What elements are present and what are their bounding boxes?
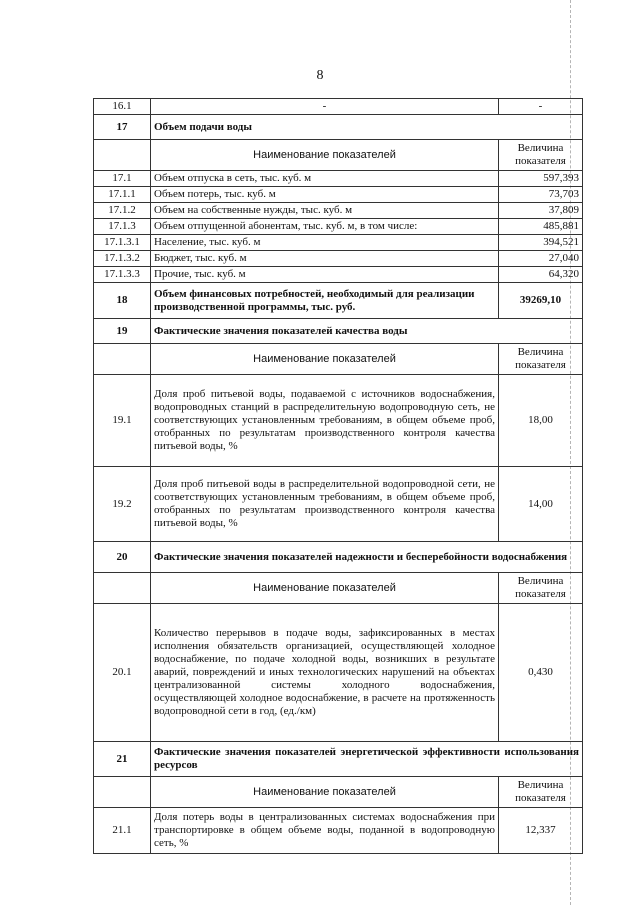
section-value: 39269,10 — [499, 283, 583, 319]
header-row — [94, 777, 583, 808]
row-value: 18,00 — [499, 375, 583, 467]
row-number: 17.1.1 — [94, 187, 151, 203]
row-number: 17.1.3.2 — [94, 251, 151, 267]
column-header-value: Величина показателя — [499, 140, 583, 171]
row-value: 64,320 — [499, 267, 583, 283]
row-description: Население, тыс. куб. м — [151, 235, 499, 251]
section-title: Фактические значения показателей энергетической эффективности использования ресурсов — [151, 742, 583, 777]
row-number: 19.2 — [94, 467, 151, 542]
table-row — [94, 604, 583, 742]
row-number: 17.1 — [94, 171, 151, 187]
section-row — [94, 742, 583, 777]
row-description: Объем потерь, тыс. куб. м — [151, 187, 499, 203]
row-value: 394,521 — [499, 235, 583, 251]
row-number: 17.1.3 — [94, 219, 151, 235]
column-header-value: Величина показателя — [499, 573, 583, 604]
row-value: 27,040 — [499, 251, 583, 267]
row-description: Бюджет, тыс. куб. м — [151, 251, 499, 267]
row-description: Объем на собственные нужды, тыс. куб. м — [151, 203, 499, 219]
row-description: Доля проб питьевой воды, подаваемой с источников водоснабжения, водопроводных станций в распределительную водопроводную сеть, не соответствующих установленным требованиям, в общем объеме проб, отобранных по результатам производственного контроля качества питьевой воды, % — [151, 375, 499, 467]
column-header-name: Наименование показателей — [151, 573, 499, 604]
section-row — [94, 283, 583, 319]
header-row — [94, 344, 583, 375]
section-title: Объем подачи воды — [151, 115, 583, 140]
section-row — [94, 319, 583, 344]
column-header-name: Наименование показателей — [151, 777, 499, 808]
table-row — [94, 375, 583, 467]
page-number: 8 — [316, 68, 324, 83]
row-value: 0,430 — [499, 604, 583, 742]
table-row — [94, 99, 583, 115]
indicators-table — [93, 98, 583, 854]
header-row — [94, 140, 583, 171]
column-header-name: Наименование показателей — [151, 140, 499, 171]
table-row — [94, 467, 583, 542]
row-description: Доля потерь воды в централизованных системах водоснабжения при транспортировке в общем объеме воды, поданной в водопроводную сеть, % — [151, 808, 499, 854]
row-value: 12,337 — [499, 808, 583, 854]
row-value: 485,881 — [499, 219, 583, 235]
table-row — [94, 171, 583, 187]
section-number: 21 — [94, 742, 151, 777]
section-number: 18 — [94, 283, 151, 319]
row-number: 17.1.3.3 — [94, 267, 151, 283]
table-row — [94, 219, 583, 235]
section-title: Фактические значения показателей надежности и бесперебойности водоснабжения — [151, 542, 583, 573]
row-number: 16.1 — [94, 99, 151, 115]
row-description: Объем отпуска в сеть, тыс. куб. м — [151, 171, 499, 187]
section-number: 19 — [94, 319, 151, 344]
row-description: Доля проб питьевой воды в распределительной водопроводной сети, не соответствующих установленным требованиям, в общем объеме проб, отобранных по результатам производственного контроля качества питьевой воды, % — [151, 467, 499, 542]
table-row — [94, 251, 583, 267]
column-header-value: Величина показателя — [499, 344, 583, 375]
section-number: 17 — [94, 115, 151, 140]
row-number: 19.1 — [94, 375, 151, 467]
table-row — [94, 203, 583, 219]
table-row — [94, 235, 583, 251]
section-title: Объем финансовых потребностей, необходимый для реализации производственной программы, тыс. руб. — [151, 283, 499, 319]
row-number: 20.1 — [94, 604, 151, 742]
section-number: 20 — [94, 542, 151, 573]
row-number: 21.1 — [94, 808, 151, 854]
row-number: 17.1.3.1 — [94, 235, 151, 251]
header-row — [94, 573, 583, 604]
column-header-name: Наименование показателей — [151, 344, 499, 375]
row-description: - — [151, 99, 499, 115]
row-description: Объем отпущенной абонентам, тыс. куб. м, в том числе: — [151, 219, 499, 235]
row-number: 17.1.2 — [94, 203, 151, 219]
section-title: Фактические значения показателей качества воды — [151, 319, 583, 344]
section-row — [94, 115, 583, 140]
row-value: 37,809 — [499, 203, 583, 219]
row-value: 73,703 — [499, 187, 583, 203]
row-value: 14,00 — [499, 467, 583, 542]
section-row — [94, 542, 583, 573]
row-description: Прочие, тыс. куб. м — [151, 267, 499, 283]
table-row — [94, 808, 583, 854]
row-value: 597,393 — [499, 171, 583, 187]
table-row — [94, 267, 583, 283]
column-header-value: Величина показателя — [499, 777, 583, 808]
row-description: Количество перерывов в подаче воды, зафиксированных в местах исполнения обязательств организацией, осуществляющей холодное водоснабжение, по подаче холодной воды, возникших в результате аварий, повреждений и иных технологических нарушений на объектах централизованной системы холодного водоснабжения, осуществляющей холодное водоснабжение, в расчете на протяженность водопроводной сети в год, (ед./км) — [151, 604, 499, 742]
row-value: - — [499, 99, 583, 115]
table-row — [94, 187, 583, 203]
